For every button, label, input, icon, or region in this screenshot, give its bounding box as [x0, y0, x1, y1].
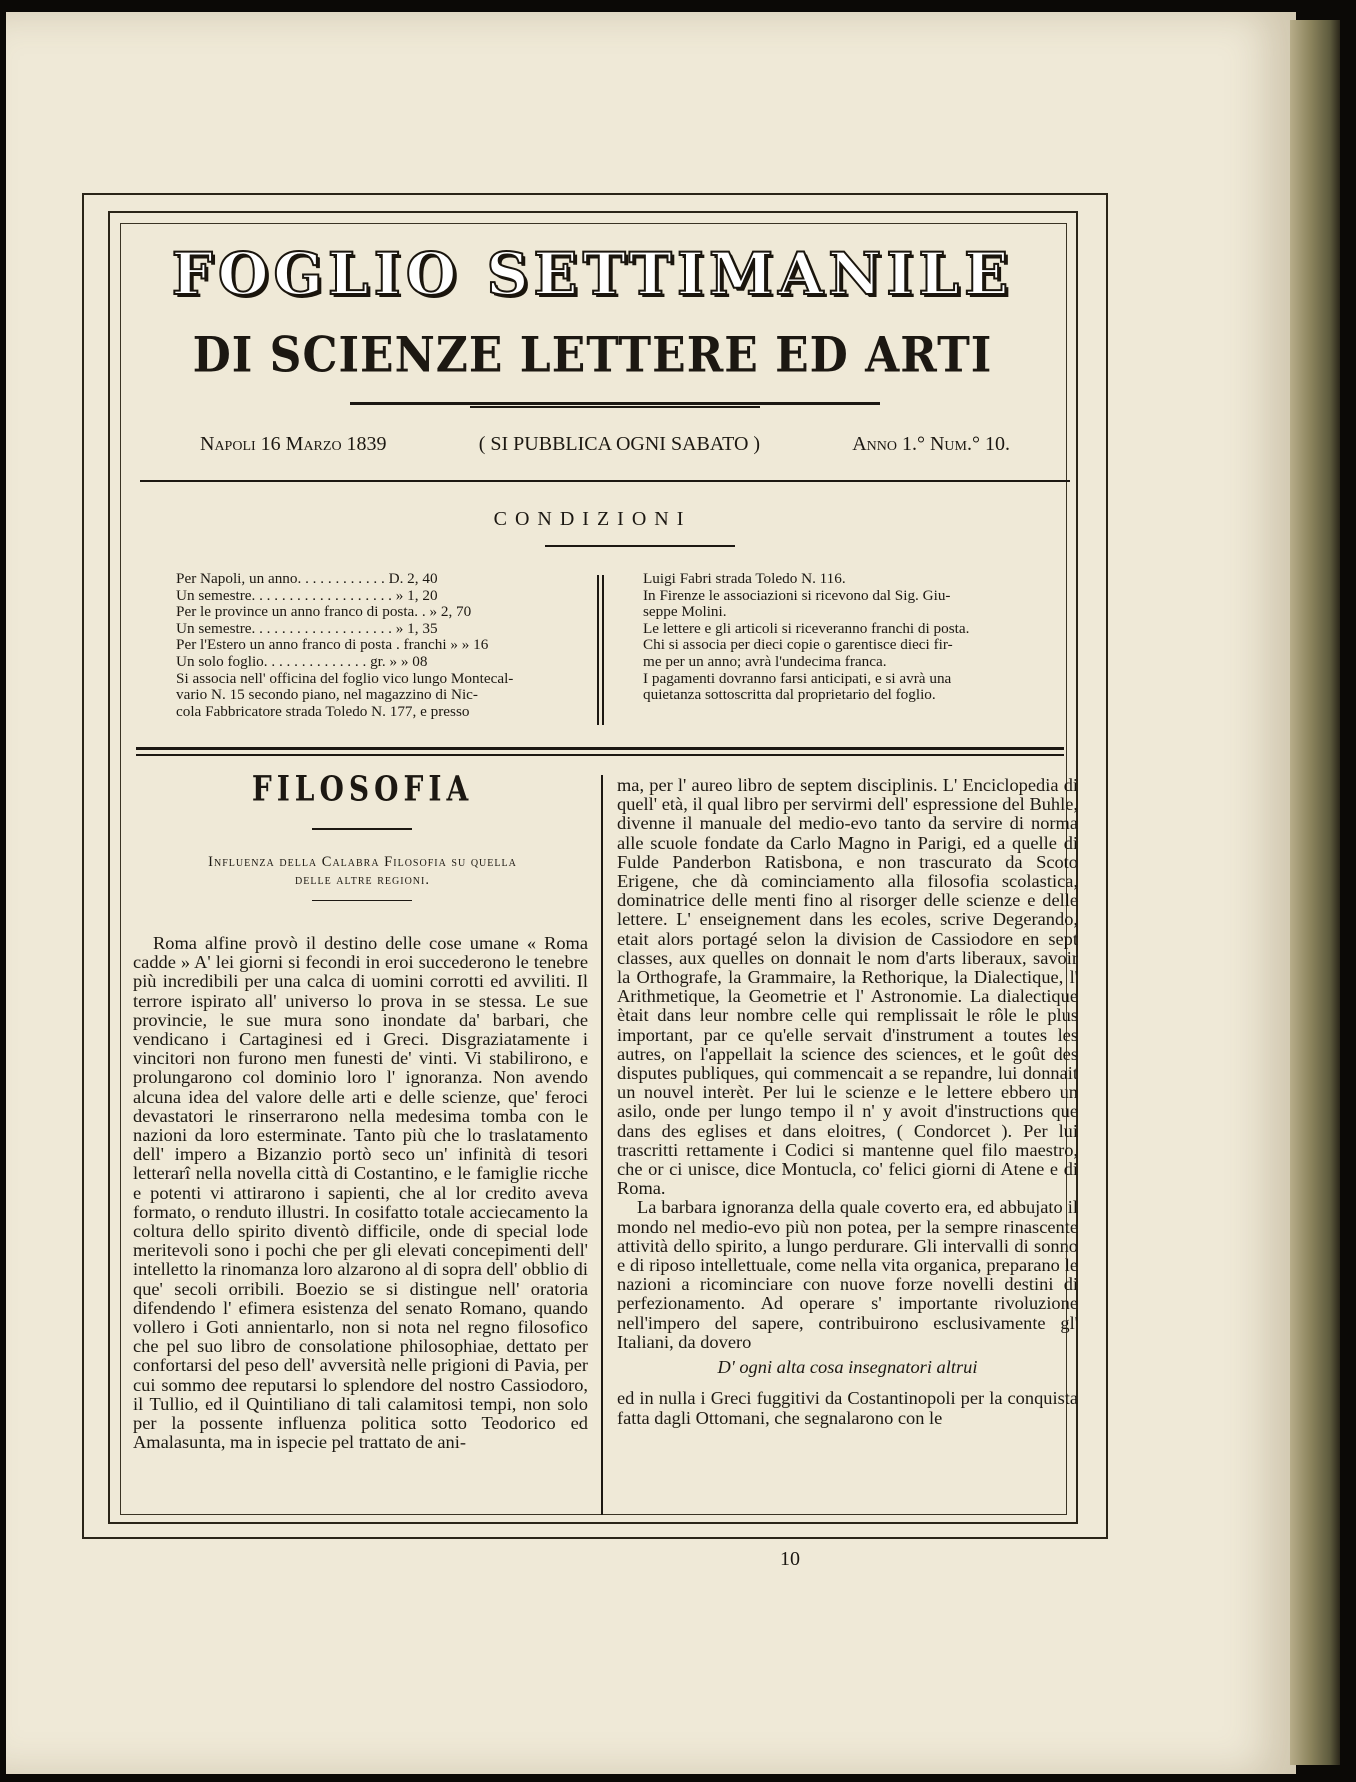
conditions-right-column — [643, 571, 1053, 704]
masthead-rule — [350, 402, 880, 405]
conditions-heading: CONDIZIONI — [493, 508, 692, 530]
article-right-column — [617, 776, 1078, 1428]
conditions-line: Le lettere e gli articoli si riceveranno franchi di posta. — [643, 619, 970, 637]
conditions-rule — [545, 545, 735, 547]
article-paragraph: ma, per l' aureo libro de septem disciplinis. L' Enciclopedia di quell' età, il qual libro per servirmi dell' espressione del Buhle, divenne il manuale del medio-evo tanto da servire di norma alle scuole fondate da Carlo Magno in Parigi, ed a quelle di Fulde Panderbon Ratisbona, e non trascurato da Scoto Erigene, che dà cominciamento alla filosofia scolastica, dominatrice delle menti fino al risorger delle scienze e delle lettere. L' enseignement dans les ecoles, scrive Degerando, etait alors portagé selon la division de Cassiodore en sept classes, aux quelles on donnait le nom d'arts liberaux, savoir la Orthografe, la Grammaire, la Rethorique, la Dialectique, l' Arithmetique, la Geometrie et l' Astronomie. La dialectique ètait dans leur nombre celle qui remplissait le rôle le plus important, par ce qu'elle servait d'instrument a toutes les autres, on l'appellait la science des sciences, et le goût des disputes publiques, qui commencait a se repandre, lui donnait un nouvel interèt. Per lui le scienze e le lettere ebbero un asilo, onde per lungo tempo il n' y avoit d'instructions que dans des eglises et dans eloitres, ( Condorcet ). Per lui trascritti rettamente i Codici si mantenne quel filo maestro, che or ci unisce, dice Montucla, co' felici giorni di Atene e di Roma. — [617, 775, 1078, 1199]
publication-frequency: ( SI PUBBLICA OGNI SABATO ) — [478, 433, 761, 455]
article-heading-line1: Influenza della Calabra Filosofia su quella — [208, 854, 517, 870]
article-paragraph: La barbara ignoranza della quale coverto era, ed abbujato il mondo nel medio-evo più non potea, per la sempre rinascente attività dello spirito, a lungo perdurare. Gli intervalli di sonno e di riposo intellettuale, come nella vita organica, preparano le nazioni a ricominciare con nuove forze novelli destini di perfezionamento. Ad operare s' importante rivoluzione nell'impero del sapere, contribuirono esclusivamente gl' Italiani, da dovero — [617, 1197, 1078, 1352]
article-left-column — [133, 934, 588, 1452]
conditions-line: Per l'Estero un anno franco di posta . franchi » » 16 — [176, 636, 489, 654]
book-spine — [1290, 20, 1340, 1765]
conditions-line: Un semestre. . . . . . . . . . . . . . . . . . . » 1, 20 — [176, 586, 438, 604]
heading-rule — [312, 900, 412, 901]
dateline — [200, 433, 1010, 456]
column-divider — [601, 775, 603, 1515]
conditions-line: Luigi Fabri strada Toledo N. 116. — [643, 570, 846, 587]
conditions-line: Per le province un anno franco di posta. . » 2, 70 — [176, 603, 472, 621]
issue-number: Anno 1.° Num.° 10. — [852, 433, 1010, 455]
masthead-title: FOGLIO SETTIMANILE — [171, 240, 1014, 308]
conditions-line: cola Fabbricatore strada Toledo N. 177, e presso — [176, 702, 470, 720]
conditions-line: Chi si associa per dieci copie o garentisce dieci fir- — [643, 636, 953, 654]
article-paragraph: ed in nulla i Greci fuggitivi da Costantinopoli per la conquista fatta dagli Ottomani, che segnalarono con le — [617, 1388, 1078, 1428]
article-heading — [140, 853, 585, 889]
section-title: FILOSOFIA — [251, 767, 474, 810]
section-title-rule — [312, 828, 412, 830]
article-quote: D' ogni alta cosa insegnatori altrui — [717, 1357, 978, 1378]
conditions-divider — [597, 575, 604, 725]
conditions-line: me per un anno; avrà l'undecima franca. — [643, 652, 887, 670]
issue-date: Napoli 16 Marzo 1839 — [200, 433, 387, 455]
conditions-line: Un semestre. . . . . . . . . . . . . . . . . . . » 1, 35 — [176, 619, 438, 637]
conditions-left-column — [176, 571, 586, 720]
conditions-line: seppe Molini. — [643, 603, 727, 621]
conditions-line: vario N. 15 secondo piano, nel magazzino di Nic- — [176, 686, 478, 704]
conditions-line: I pagamenti dovranno farsi anticipati, e si avrà una — [643, 669, 952, 687]
section-double-rule — [136, 747, 1064, 756]
page-number: 10 — [780, 1548, 800, 1570]
dateline-rule — [140, 480, 1070, 482]
article-heading-line2: delle altre regioni. — [295, 872, 430, 888]
conditions-line: Per Napoli, un anno. . . . . . . . . . . . D. 2, 40 — [176, 570, 438, 587]
article-paragraph: Roma alfine provò il destino delle cose umane « Roma cadde » A' lei giorni si fecondi in eroi succederono le tenebre più incredibili per una calca di uomini corrotti ed avviliti. Il terrore ispirato all' universo lo prova in se stessa. Le sue provincie, le sue mura sono inondate da' barbari, che vendicano i Cartaginesi ed i Greci. Disgraziatamente i vincitori non furono men funesti de' vinti. Vi stabilirono, e prolungarono col dominio loro l' ignoranza. Non avendo alcuna idea del valore delle arti e delle scienze, que' feroci devastatori le rinserrarono nella medesima tomba con le nazioni da loro esterminate. Tanto più che lo traslatamento dell' impero a Bizanzio portò seco un' infinità di tesori letterarî nella novella città di Costantino, e le famiglie ricche e potenti vi attirarono i sapienti, che al lor credito aveva formato, o renduto illustri. In cosifatto totale acciecamento la coltura dello spirito diventò difficile, onde di special lode meritevoli sono i pochi che per gli elevati concepimenti dell' intelletto la rinomanza loro alzarono al di sopra dell' obblio di que' secoli orribili. Boezio se si distingue nell' oratoria difendendo l' efimera esistenza del senato Romano, quando vollero i Goti annientarlo, non si nota nel regno filosofico che pel suo libro de consolatione philosophiae, dettato per confortarsi del peso dell' avversità nelle prigioni di Pavia, per cui sommo dee reputarsi lo splendore del nostro Cassiodoro, il Tullio, ed il Quintiliano di tali calamitosi tempi, non solo per la possente influenza politica sotto Teodorico ed Amalasunta, ma in ispecie pel trattato de ani- — [133, 933, 588, 1453]
conditions-line: Un solo foglio. . . . . . . . . . . . . . gr. » » 08 — [176, 652, 428, 670]
conditions-line: Si associa nell' officina del foglio vico lungo Montecal- — [176, 669, 514, 687]
conditions-line: quietanza sottoscritta dal proprietario del foglio. — [643, 686, 936, 704]
masthead-subtitle: DI SCIENZE LETTERE ED ARTI — [192, 327, 993, 384]
conditions-line: In Firenze le associazioni si ricevono dal Sig. Giu- — [643, 586, 951, 604]
